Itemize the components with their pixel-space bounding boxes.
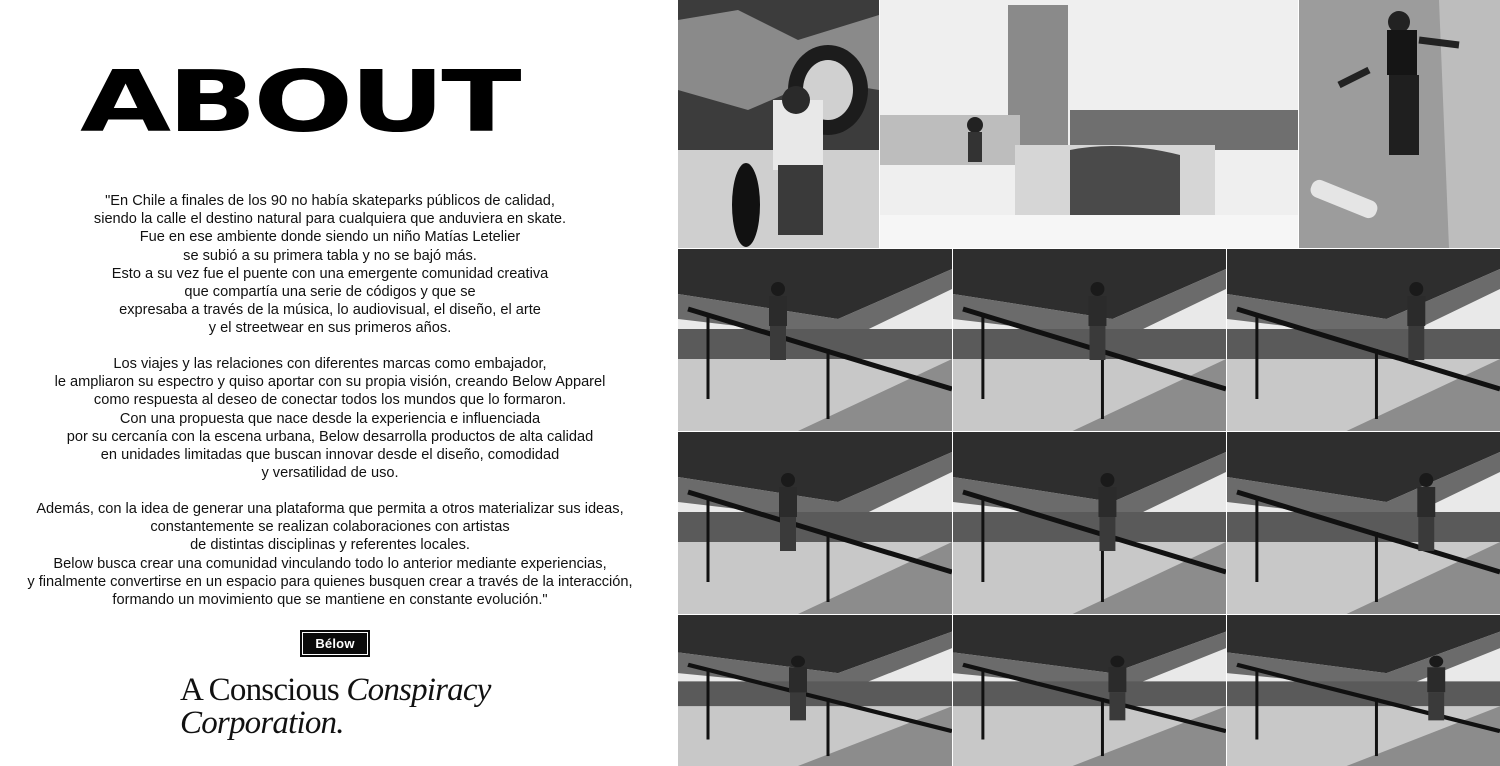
paragraph-line: constantemente se realizan colaboraciones con artistas — [150, 519, 510, 536]
photo-skate-spot-city — [880, 0, 1298, 248]
about-panel — [0, 0, 678, 766]
photo-bw-icon — [678, 615, 952, 766]
paragraph-line: como respuesta al deseo de conectar todos los mundos que lo formaron. — [93, 392, 567, 409]
paragraph-line: Con una propuesta que nace desde la experiencia e influenciada — [119, 410, 541, 427]
photo-grid — [678, 0, 1500, 766]
about-paragraph-1 — [0, 192, 660, 338]
paragraph-line: y versatilidad de uso. — [261, 465, 399, 482]
paragraph-line: expresaba a través de la música, lo audiovisual, el diseño, el arte — [119, 302, 541, 319]
photo-skate-sequence-frame — [1227, 249, 1500, 431]
paragraph-line: Esto a su vez fue el puente con una emergente comunidad creativa — [111, 265, 549, 282]
photo-bw-icon — [678, 0, 879, 248]
photo-skater-lying-ground — [1299, 0, 1500, 248]
photo-skater-sitting-graffiti — [678, 0, 879, 248]
photo-skate-sequence-frame — [678, 249, 952, 431]
photo-skate-sequence-frame — [953, 432, 1226, 614]
photo-bw-icon — [880, 0, 1298, 248]
tagline-italic: Conspiracy — [346, 672, 491, 708]
tagline-regular: A Conscious — [180, 672, 347, 708]
photo-bw-icon — [1227, 249, 1500, 431]
photo-bw-icon — [953, 249, 1226, 431]
photo-bw-icon — [953, 432, 1226, 614]
photo-skate-sequence-frame — [953, 249, 1226, 431]
paragraph-line: se subió a su primera tabla y no se bajó más. — [183, 247, 477, 264]
paragraph-line: Below busca crear una comunidad vinculando todo lo anterior mediante experiencias, — [53, 555, 607, 572]
paragraph-line: Los viajes y las relaciones con diferentes marcas como embajador, — [113, 356, 547, 372]
photo-bw-icon — [1227, 432, 1500, 614]
photo-skate-sequence-frame — [953, 615, 1226, 766]
photo-skate-sequence-frame — [678, 432, 952, 614]
photo-skate-sequence-frame — [1227, 615, 1500, 766]
photo-bw-icon — [1299, 0, 1500, 248]
photo-skate-sequence-frame — [1227, 432, 1500, 614]
photo-skate-sequence-frame — [678, 615, 952, 766]
paragraph-line: formando un movimiento que se mantiene en constante evolución." — [112, 592, 548, 609]
photo-bw-icon — [678, 432, 952, 614]
photo-bw-icon — [953, 615, 1226, 766]
page-title: ABOUT — [80, 52, 518, 152]
paragraph-line: siendo la calle el destino natural para cualquiera que anduviera en skate. — [93, 211, 567, 228]
photo-bw-icon — [1227, 615, 1500, 766]
paragraph-line: que compartía una serie de códigos y que se — [184, 284, 476, 301]
tagline-italic: Corporation. — [180, 705, 344, 741]
paragraph-line: Además, con la idea de generar una plataforma que permita a otros materializar sus ideas, — [36, 501, 624, 517]
paragraph-line: en unidades limitadas que buscan innovar desde el diseño, comodidad — [100, 447, 560, 464]
about-paragraph-3 — [0, 500, 660, 609]
below-logo: Bélow — [300, 630, 370, 657]
paragraph-line: Fue en ese ambiente donde siendo un niño Matías Letelier — [139, 229, 521, 246]
paragraph-line: le ampliaron su espectro y quiso aportar con su propia visión, creando Below Apparel — [54, 374, 606, 391]
paragraph-line: de distintas disciplinas y referentes locales. — [190, 537, 470, 554]
paragraph-line: "En Chile a finales de los 90 no había skateparks públicos de calidad, — [105, 193, 555, 209]
brand-tagline — [180, 674, 540, 740]
paragraph-line: y el streetwear en sus primeros años. — [208, 320, 452, 337]
paragraph-line: y finalmente convertirse en un espacio para quienes busquen crear a través de la interacción, — [27, 573, 633, 590]
paragraph-line: por su cercanía con la escena urbana, Below desarrolla productos de alta calidad — [66, 428, 594, 445]
about-paragraph-2 — [0, 355, 660, 482]
photo-bw-icon — [678, 249, 952, 431]
